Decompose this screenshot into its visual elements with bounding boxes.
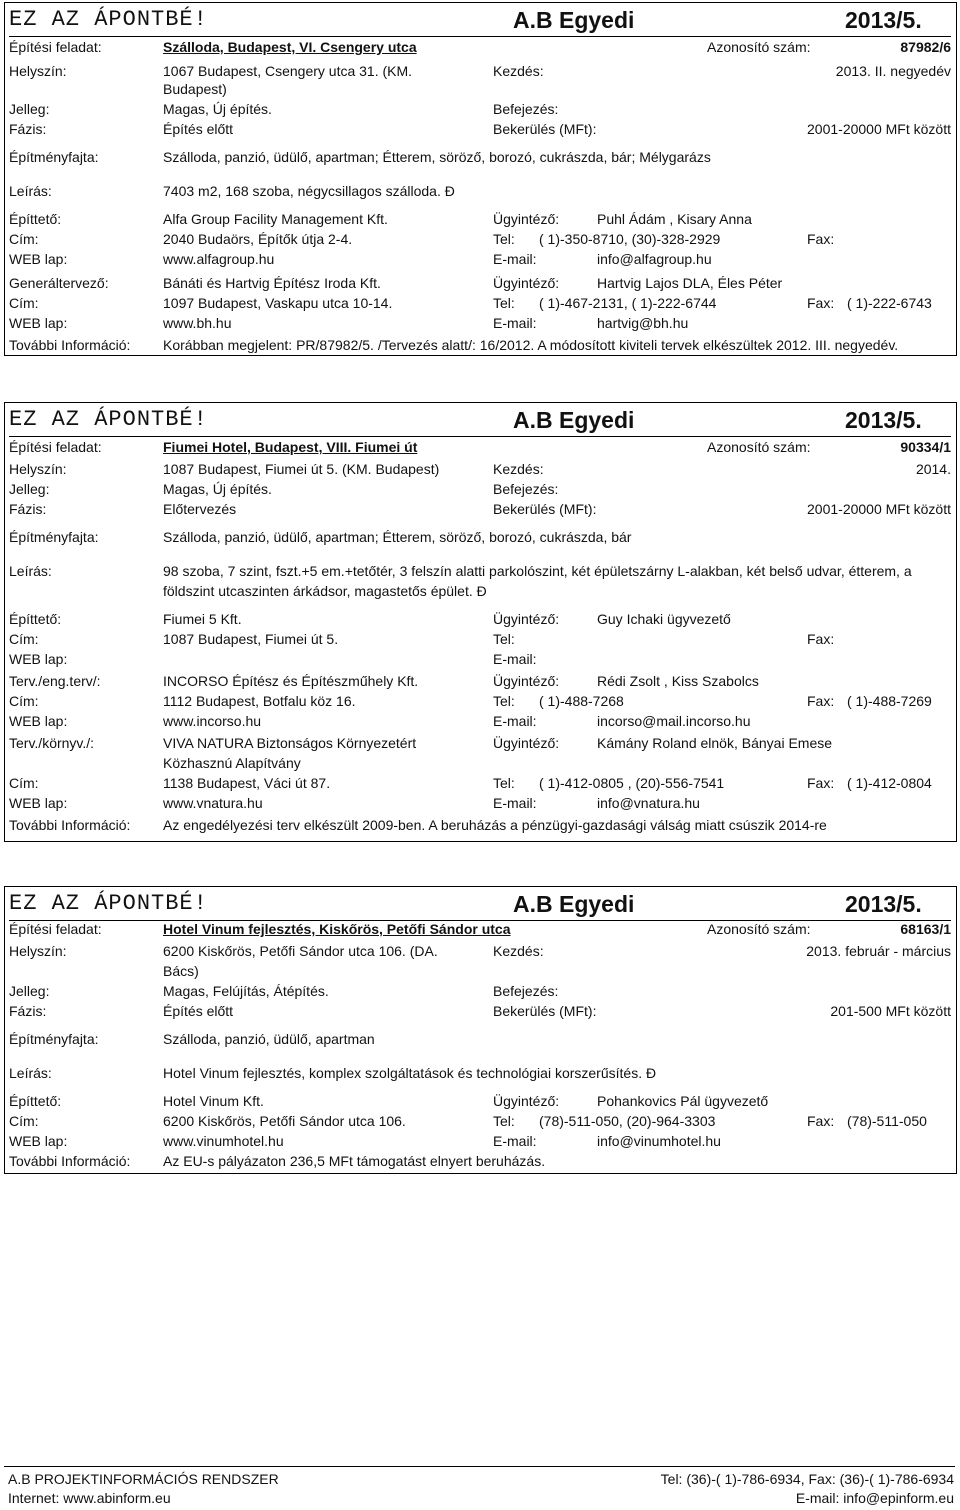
env-fax: ( 1)-412-0804 (847, 775, 932, 791)
designer-email[interactable]: incorso@mail.incorso.hu (597, 713, 751, 729)
label-email: E-mail: (493, 795, 537, 811)
start-value: 2014. (915, 461, 951, 477)
label-fax: Fax: (807, 631, 835, 647)
label-fax: Fax: (807, 1113, 835, 1129)
env-web[interactable]: www.vnatura.hu (163, 795, 263, 811)
start-value: 2013. II. negyedév (835, 63, 951, 79)
phase-value: Építés előtt (163, 121, 234, 137)
client-email[interactable]: info@alfagroup.hu (597, 251, 712, 267)
label-fax: Fax: (807, 231, 835, 247)
project-task: Hotel Vinum fejlesztés, Kiskőrös, Petőfi Sándor utca (163, 921, 511, 937)
designer-address: 1097 Budapest, Vaskapu utca 10-14. (163, 295, 393, 311)
client-email[interactable]: info@vinumhotel.hu (597, 1133, 721, 1149)
cost-value: 201-500 MFt között (830, 1003, 951, 1019)
character-value: Magas, Felújítás, Átépítés. (163, 983, 329, 999)
label-email: E-mail: (493, 251, 537, 267)
cost-value: 2001-20000 MFt között (807, 121, 951, 137)
label-contact: Ügyintéző: (493, 673, 560, 689)
start-value: 2013. február - március (806, 943, 951, 959)
site-value: 1067 Budapest, Csengery utca 31. (KM. (163, 63, 413, 79)
label-site: Helyszín: (9, 943, 67, 959)
label-contact: Ügyintéző: (493, 1093, 560, 1109)
label-start: Kezdés: (493, 461, 544, 477)
client-address: 6200 Kiskőrös, Petőfi Sándor utca 106. (163, 1113, 406, 1129)
designer-name: INCORSO Építész és Építészműhely Kft. (163, 673, 419, 689)
label-end: Befejezés: (493, 983, 559, 999)
designer-tel: ( 1)-488-7268 (539, 693, 624, 709)
designer-tel: ( 1)-467-2131, ( 1)-222-6744 (539, 295, 717, 311)
label-task: Építési feladat: (9, 439, 102, 455)
label-tel: Tel: (493, 295, 515, 311)
label-desc: Leírás: (9, 183, 52, 199)
label-cost: Bekerülés (MFt): (493, 121, 597, 137)
designer-name: Bánáti és Hartvig Építész Iroda Kft. (163, 275, 381, 291)
env-tel: ( 1)-412-0805 , (20)-556-7541 (539, 775, 725, 791)
type-value: Szálloda, panzió, üdülő, apartman; Étterem, söröző, borozó, cukrászda, bár; Mélygarázs (163, 149, 711, 165)
label-address: Cím: (9, 295, 39, 311)
env-address: 1138 Budapest, Váci út 87. (163, 775, 331, 791)
character-value: Magas, Új építés. (163, 481, 272, 497)
label-address: Cím: (9, 775, 39, 791)
label-email: E-mail: (493, 315, 537, 331)
client-name: Hotel Vinum Kft. (163, 1093, 264, 1109)
label-web: WEB lap: (9, 251, 68, 267)
label-phase: Fázis: (9, 121, 47, 137)
label-info: További Információ: (9, 817, 131, 833)
project-card-1 (4, 2, 957, 356)
env-contact: Kámány Roland elnök, Bányai Emese (597, 735, 833, 751)
project-task: Fiumei Hotel, Budapest, VIII. Fiumei út (163, 439, 418, 455)
label-tel: Tel: (493, 775, 515, 791)
label-tel: Tel: (493, 631, 515, 647)
brand-title: EZ AZ ÁPONTBÉ! (9, 407, 208, 432)
type-value: Szálloda, panzió, üdülő, apartman; Étterem, söröző, borozó, cukrászda, bár (163, 529, 632, 545)
label-character: Jelleg: (9, 481, 50, 497)
designer-fax: ( 1)-488-7269 (847, 693, 932, 709)
label-site: Helyszín: (9, 63, 67, 79)
designer-fax: ( 1)-222-6743 (847, 295, 932, 311)
env-name: VIVA NATURA Biztonságos Környezetért (163, 735, 417, 751)
label-contact: Ügyintéző: (493, 275, 560, 291)
designer-web[interactable]: www.incorso.hu (163, 713, 262, 729)
label-web: WEB lap: (9, 651, 68, 667)
footer-internet[interactable]: Internet: www.abinform.eu (8, 1490, 171, 1506)
label-desc: Leírás: (9, 1065, 52, 1081)
label-email: E-mail: (493, 651, 537, 667)
issue-label: 2013/5. (845, 891, 922, 917)
brand-title: EZ AZ ÁPONTBÉ! (9, 7, 208, 32)
label-email: E-mail: (493, 713, 537, 729)
label-type: Építményfajta: (9, 1031, 99, 1047)
brand-title: EZ AZ ÁPONTBÉ! (9, 891, 208, 916)
project-id: 87982/6 (900, 39, 951, 55)
label-address: Cím: (9, 231, 39, 247)
issue-label: 2013/5. (845, 407, 922, 433)
label-task: Építési feladat: (9, 921, 102, 937)
client-fax: (78)-511-050 (847, 1113, 927, 1129)
footer-divider (4, 1466, 955, 1467)
label-start: Kezdés: (493, 63, 544, 79)
label-end: Befejezés: (493, 101, 559, 117)
label-id: Azonosító szám: (707, 439, 811, 455)
label-end: Befejezés: (493, 481, 559, 497)
info-value: Az EU-s pályázaton 236,5 MFt támogatást elnyert beruházás. (163, 1153, 546, 1169)
project-task: Szálloda, Budapest, VI. Csengery utca (163, 39, 417, 55)
label-fax: Fax: (807, 295, 835, 311)
phase-value: Előtervezés (163, 501, 237, 517)
label-web: WEB lap: (9, 795, 68, 811)
character-value: Magas, Új építés. (163, 101, 272, 117)
label-contact: Ügyintéző: (493, 211, 560, 227)
env-name-cont: Közhasznú Alapítvány (163, 755, 301, 771)
label-phase: Fázis: (9, 1003, 47, 1019)
client-tel: ( 1)-350-8710, (30)-328-2929 (539, 231, 721, 247)
type-value: Szálloda, panzió, üdülő, apartman (163, 1031, 375, 1047)
site-value: 1087 Budapest, Fiumei út 5. (KM. Budapest) (163, 461, 440, 477)
label-client: Építtető: (9, 611, 62, 627)
project-card-3 (4, 886, 957, 1174)
label-type: Építményfajta: (9, 149, 99, 165)
client-web[interactable]: www.vinumhotel.hu (163, 1133, 284, 1149)
label-character: Jelleg: (9, 101, 50, 117)
edition-label: A.B Egyedi (513, 407, 635, 433)
edition-label: A.B Egyedi (513, 7, 635, 33)
site-value-cont: Bács) (163, 963, 199, 979)
client-address: 2040 Budaörs, Építők útja 2-4. (163, 231, 353, 247)
project-id: 90334/1 (900, 439, 951, 455)
designer-address: 1112 Budapest, Botfalu köz 16. (163, 693, 356, 709)
label-phase: Fázis: (9, 501, 47, 517)
client-name: Fiumei 5 Kft. (163, 611, 242, 627)
client-contact: Pohankovics Pál ügyvezető (597, 1093, 769, 1109)
label-cost: Bekerülés (MFt): (493, 501, 597, 517)
site-value: 6200 Kiskőrös, Petőfi Sándor utca 106. (DA. (163, 943, 438, 959)
label-address: Cím: (9, 693, 39, 709)
edition-label: A.B Egyedi (513, 891, 635, 917)
label-info: További Információ: (9, 337, 131, 353)
label-desc: Leírás: (9, 563, 52, 579)
label-tel: Tel: (493, 231, 515, 247)
desc-value-cont: földszint utcaszinten árkádsor, magastetős épület. Ð (163, 583, 487, 599)
label-env: Terv./környv./: (9, 735, 95, 751)
label-contact: Ügyintéző: (493, 611, 560, 627)
client-address: 1087 Budapest, Fiumei út 5. (163, 631, 339, 647)
footer-email[interactable]: E-mail: info@epinform.eu (795, 1490, 954, 1506)
label-id: Azonosító szám: (707, 39, 811, 55)
label-client: Építtető: (9, 211, 62, 227)
site-value-cont: Budapest) (163, 81, 227, 97)
label-web: WEB lap: (9, 713, 68, 729)
label-type: Építményfajta: (9, 529, 99, 545)
label-email: E-mail: (493, 1133, 537, 1149)
issue-label: 2013/5. (845, 7, 922, 33)
label-terv: Terv./eng.terv/: (9, 673, 101, 689)
designer-email[interactable]: hartvig@bh.hu (597, 315, 689, 331)
label-info: További Információ: (9, 1153, 131, 1169)
label-contact: Ügyintéző: (493, 735, 560, 751)
label-site: Helyszín: (9, 461, 67, 477)
cost-value: 2001-20000 MFt között (807, 501, 951, 517)
label-web: WEB lap: (9, 1133, 68, 1149)
label-general: Generáltervező: (9, 275, 109, 291)
label-task: Építési feladat: (9, 39, 102, 55)
project-card-2 (4, 402, 957, 842)
label-tel: Tel: (493, 693, 515, 709)
client-web[interactable]: www.alfagroup.hu (163, 251, 275, 267)
info-value: Korábban megjelent: PR/87982/5. /Tervezés alatt/: 16/2012. A módosított kiviteli tervek elkészültek 2012. III. negyedév. (163, 337, 899, 353)
client-tel: (78)-511-050, (20)-964-3303 (539, 1113, 716, 1129)
desc-value: 98 szoba, 7 szint, fszt.+5 em.+tetőtér, 3 felszín alatti parkolószint, két épületszárny L-alakban, két belső udvar, étterem, a (163, 563, 912, 579)
label-fax: Fax: (807, 775, 835, 791)
label-start: Kezdés: (493, 943, 544, 959)
project-id: 68163/1 (900, 921, 951, 937)
desc-value: 7403 m2, 168 szoba, négycsillagos szálloda. Ð (163, 183, 455, 199)
designer-contact: Rédi Zsolt , Kiss Szabolcs (597, 673, 759, 689)
label-character: Jelleg: (9, 983, 50, 999)
designer-contact: Hartvig Lajos DLA, Éles Péter (597, 275, 783, 291)
footer-tel: Tel: (36)-( 1)-786-6934, Fax: (36)-( 1)-786-6934 (660, 1471, 954, 1487)
phase-value: Építés előtt (163, 1003, 234, 1019)
env-email[interactable]: info@vnatura.hu (597, 795, 700, 811)
info-value: Az engedélyezési terv elkészült 2009-ben. A beruházás a pénzügyi-gazdasági válság miatt csúszik 2014-re (163, 817, 827, 833)
client-name: Alfa Group Facility Management Kft. (163, 211, 388, 227)
footer-system: A.B PROJEKTINFORMÁCIÓS RENDSZER (8, 1471, 279, 1487)
label-id: Azonosító szám: (707, 921, 811, 937)
client-contact: Guy Ichaki ügyvezető (597, 611, 731, 627)
client-contact: Puhl Ádám , Kisary Anna (597, 211, 752, 227)
desc-value: Hotel Vinum fejlesztés, komplex szolgáltatások és technológiai korszerűsítés. Ð (163, 1065, 657, 1081)
label-web: WEB lap: (9, 315, 68, 331)
label-client: Építtető: (9, 1093, 62, 1109)
label-fax: Fax: (807, 693, 835, 709)
label-tel: Tel: (493, 1113, 515, 1129)
label-cost: Bekerülés (MFt): (493, 1003, 597, 1019)
label-address: Cím: (9, 1113, 39, 1129)
label-address: Cím: (9, 631, 39, 647)
designer-web[interactable]: www.bh.hu (163, 315, 232, 331)
